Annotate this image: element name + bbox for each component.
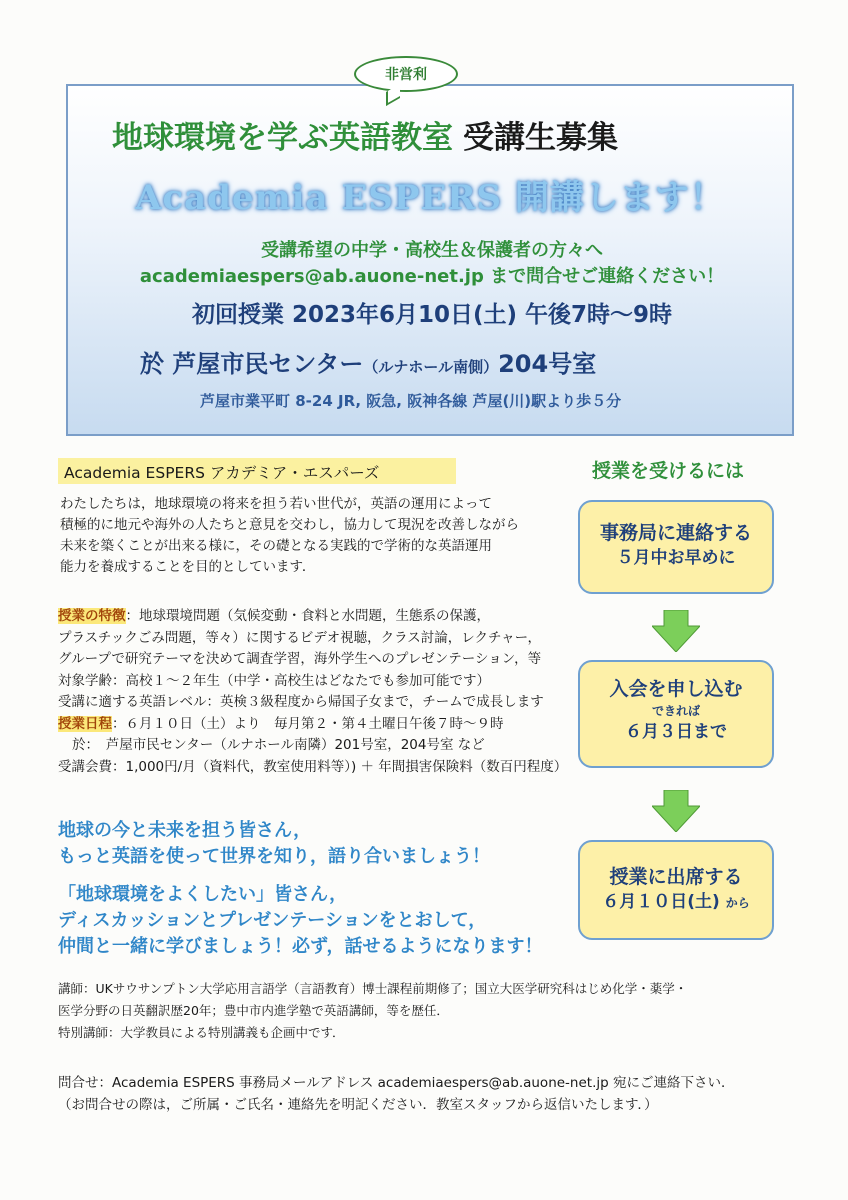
features-line-3: グループで研究テーマを決めて調査学習，海外学生へのプレゼンテーション，等 <box>58 651 542 667</box>
title-black: 受講生募集 <box>463 120 618 156</box>
intro-line: 積極的に地元や海外の人たちと意見を交わし，協力して現況を改善しながら <box>60 517 519 533</box>
first-class-line: 初回授業 2023年6月10日(土) 午後7時～9時 <box>191 302 673 328</box>
inquiry-note: （お問合せの際は，ご所属・ご氏名・連絡先を明記ください．教室スタッフから返信いたします．） <box>58 1097 658 1113</box>
down-arrow-icon <box>652 790 700 832</box>
slogan-block <box>58 818 598 960</box>
teacher-block <box>58 978 828 1044</box>
contact-line: academiaespers@ab.auone-net.jp まで問合せご連絡ください！ <box>139 266 725 287</box>
step2-sub: ６月３日まで <box>625 722 727 742</box>
step1-sub: ５月中お早めに <box>616 548 736 568</box>
slogan-line: 仲間と一緒に学びましょう！必ず，話せるようになります！ <box>58 936 543 957</box>
academia-heading: Academia ESPERS アカデミア・エスパーズ <box>58 458 456 484</box>
academia-banner: Academia ESPERS 開講します！ <box>135 178 725 218</box>
slogan-line: ディスカッションとプレゼンテーションをとおして， <box>58 910 487 931</box>
step3-sub-line <box>580 890 772 915</box>
level-line: 受講に適する英語レベル：英検３級程度から帰国子女まで，チームで成長します <box>58 694 544 710</box>
step-attend <box>578 840 774 940</box>
intro-line: 未来を築くことが出来る様に，その礎となる実践的で学術的な英語運用 <box>60 538 492 554</box>
step3-sub: ６月１０日(土) <box>602 892 720 912</box>
teacher-line: 講師：UKサウサンプトン大学応用言語学（言語教育）博士課程前期修了；国立大医学研究科はじめ化学・薬学・ <box>58 981 688 996</box>
features-label: 授業の特徴 <box>58 608 126 624</box>
steps-heading: 授業を受けるには <box>592 460 745 482</box>
features-text: ：地球環境問題（気候変動・食料と水問題，生態系の保護， <box>125 608 490 624</box>
step2-small: できれば <box>651 704 700 718</box>
slogan-line: もっと英語を使って世界を知り，語り合いましょう！ <box>58 846 490 867</box>
address-line: 芦屋市業平町 8-24 JR, 阪急, 阪神各線 芦屋(川)駅より歩５分 <box>200 392 622 410</box>
intro-line: わたしたちは，地球環境の将来を担う若い世代が，英語の運用によって <box>60 496 492 512</box>
schedule-text: ：６月１０日（土）より 毎月第２・第４土曜日午後７時～９時 <box>112 715 504 732</box>
special-teacher-line: 特別講師：大学教員による特別講義も企画中です． <box>58 1025 345 1040</box>
venue-line <box>140 344 596 379</box>
place-line: 於： 芦屋市民センター（ルナホール南隣）201号室，204号室 など <box>72 737 485 753</box>
title-green: 地球環境を学ぶ英語教室 <box>112 120 453 156</box>
venue-paren: （ルナホール南側） <box>363 358 499 376</box>
slogan-line: 地球の今と未来を担う皆さん， <box>58 820 312 841</box>
intro-line: 能力を養成することを目的としています． <box>60 559 316 575</box>
step-contact-office <box>578 500 774 594</box>
step1-main: 事務局に連絡する <box>599 522 752 544</box>
step2-main: 入会を申し込む <box>609 678 743 700</box>
grade-line: 対象学齢：高校１～２年生（中学・高校生はどなたでも参加可能です） <box>58 672 490 689</box>
features-line-2: プラスチックごみ問題，等々）に関するビデオ視聴，クラス討論，レクチャー， <box>58 629 542 646</box>
venue-room: 204号室 <box>498 350 597 378</box>
nonprofit-bubble: 非営利 <box>354 56 458 92</box>
features-line <box>58 606 588 628</box>
venue-main: 於 芦屋市民センター <box>140 350 364 378</box>
invite-line: 受講希望の中学・高校生＆保護者の方々へ <box>261 240 603 261</box>
inquiry-line: 問合せ：Academia ESPERS 事務局メールアドレス academiaespers@ab.auone-net.jp 宛にご連絡下さい． <box>58 1075 735 1091</box>
schedule-label: 授業日程 <box>58 715 112 732</box>
inquiry-block <box>58 1072 828 1116</box>
schedule-line <box>58 714 588 736</box>
down-arrow-icon <box>652 610 700 652</box>
details-block <box>58 606 588 778</box>
fee-line: 受講会費：1,000円/月（資料代，教室使用料等）) ＋ 年間損害保険料（数百円程度） <box>58 758 568 775</box>
teacher-line: 医学分野の日英翻訳歴20年；豊中市内進学塾で英語講師，等を歴任． <box>58 1003 449 1018</box>
page-title <box>112 112 762 157</box>
step3-main: 授業に出席する <box>609 866 743 888</box>
intro-paragraph <box>60 494 580 578</box>
slogan-line: 「地球環境をよくしたい」皆さん， <box>58 884 348 905</box>
step3-suffix: から <box>725 896 750 910</box>
step-apply <box>578 660 774 768</box>
